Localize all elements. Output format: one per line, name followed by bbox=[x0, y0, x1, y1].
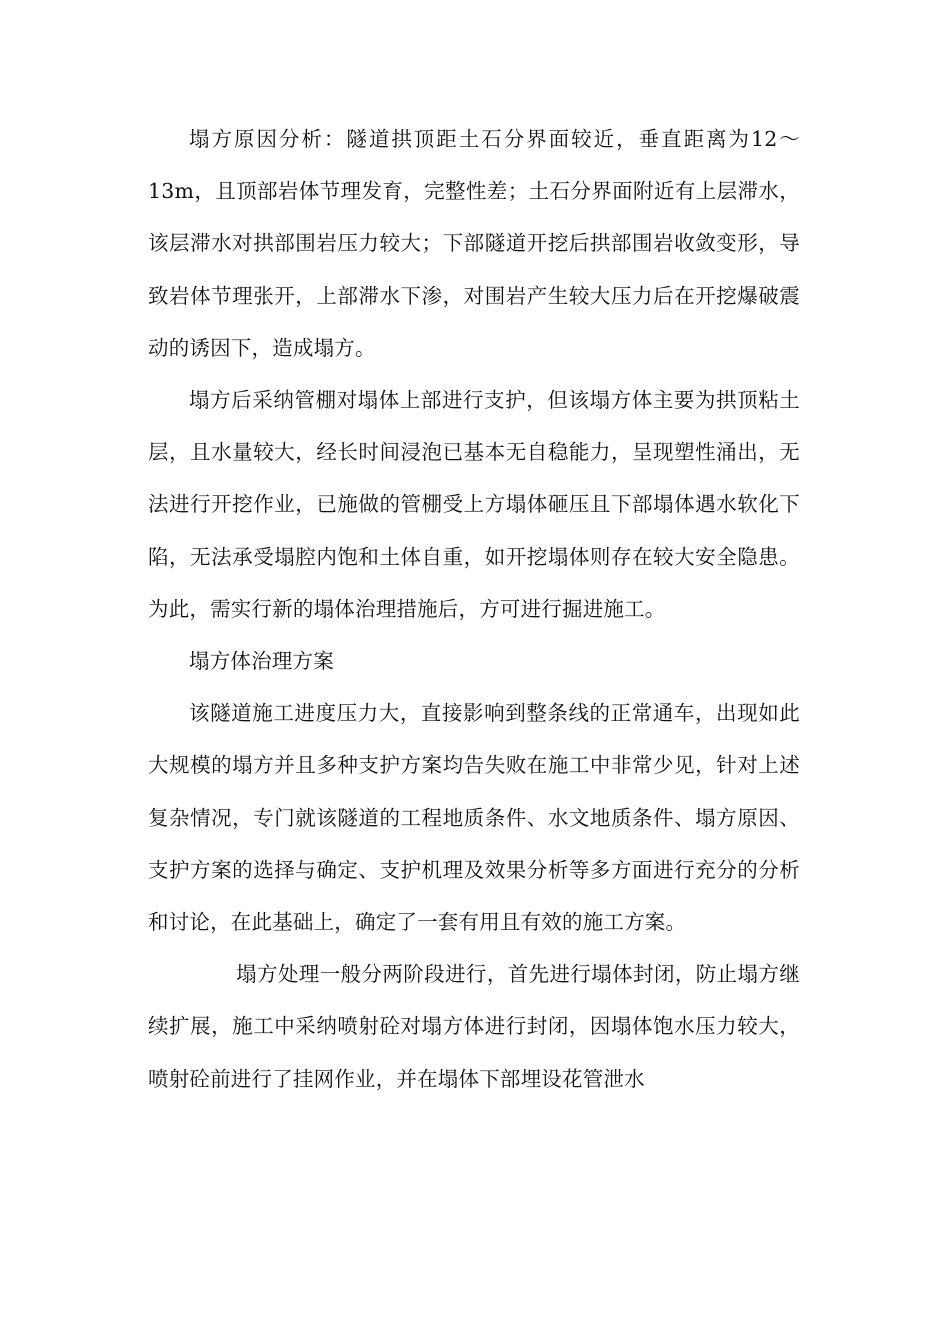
paragraph-construction-plan: 该隧道施工进度压力大，直接影响到整条线的正常通车，出现如此大规模的塌方并且多种支护方案均告失败在施工中非常少见，针对上述复杂情况，专门就该隧道的工程地质条件、水文地质条件、塌方原因、支护方案的选择与确定、支护机理及效果分析等多方面进行充分的分析和讨论，在此基础上，确定了一套有用且有效的施工方案。 bbox=[148, 701, 800, 935]
section-heading-treatment-plan: 塌方体治理方案 bbox=[189, 649, 334, 674]
paragraph-collapse-cause: 塌方原因分析：隧道拱顶距土石分界面较近，垂直距离为12～13m，且顶部岩体节理发育，完整性差；土石分界面附近有上层滞水，该层滞水对拱部围岩压力较大；下部隧道开挖后拱部围岩收敛变形，导致岩体节理张开，上部滞水下渗，对围岩产生较大压力后在开挖爆破震动的诱因下，造成塌方。 bbox=[148, 127, 800, 360]
document-body bbox=[148, 113, 800, 1105]
paragraph-two-stage-treatment: 塌方处理一般分两阶段进行，首先进行塌体封闭，防止塌方继续扩展，施工中采纳喷射砼对塌方体进行封闭，因塌体饱水压力较大，喷射砼前进行了挂网作业，并在塌体下部埋设花管泄水 bbox=[148, 962, 800, 1091]
paragraph-pipe-shed-support: 塌方后采纳管棚对塌体上部进行支护，但该塌方体主要为拱顶粘土层，且水量较大，经长时间浸泡已基本无自稳能力，呈现塑性涌出，无法进行开挖作业，已施做的管棚受上方塌体砸压且下部塌体遇水软化下陷，无法承受塌腔内饱和土体自重，如开挖塌体则存在较大安全隐患。为此，需实行新的塌体治理措施后，方可进行掘进施工。 bbox=[148, 388, 800, 621]
